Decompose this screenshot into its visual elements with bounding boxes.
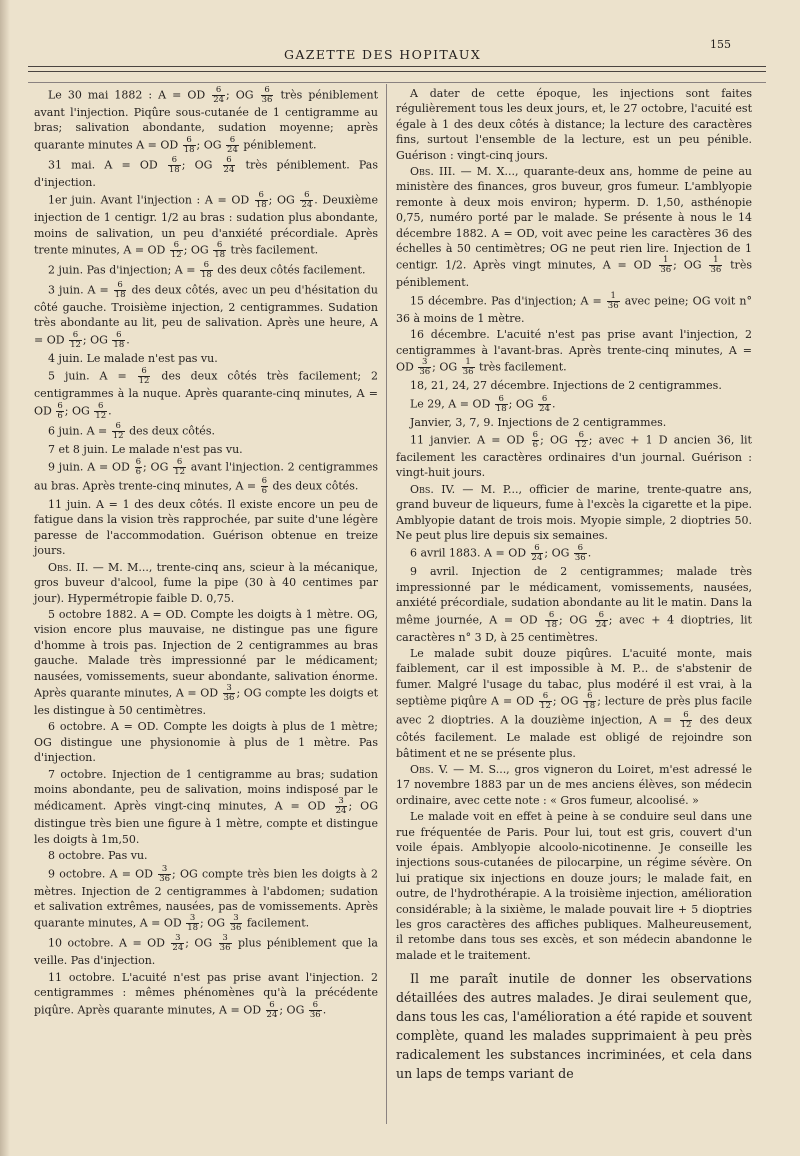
- fraction-denominator: 24: [539, 403, 550, 414]
- acuity-fraction: [545, 611, 558, 630]
- fraction-denominator: 18: [255, 200, 267, 211]
- right-paragraph: 18, 21, 24, 27 décembre. Injections de 2 centigrammes.: [410, 379, 722, 393]
- fraction-denominator: 24: [223, 164, 235, 175]
- fraction-denominator: 18: [584, 701, 596, 712]
- acuity-fraction: [200, 261, 213, 280]
- acuity-fraction: [532, 431, 539, 450]
- acuity-fraction: [255, 191, 268, 210]
- fraction-numerator: 6: [173, 458, 186, 468]
- fraction-numerator: 1: [462, 358, 475, 368]
- acuity-fraction: [300, 191, 313, 210]
- acuity-fraction: [531, 544, 544, 563]
- acuity-fraction: [230, 914, 243, 933]
- acuity-fraction: [223, 156, 236, 175]
- fraction-numerator: 6: [170, 241, 183, 251]
- right-paragraph: 9 avril. Injection de 2 centigrammes; malade très impressionné par le médicament, vomissements, nausées, anxiété précordiale, sudation abondante au lit le matin. Dans la même journée, A = OD $\frac{6}{18}$ ; OG $\frac{6}{24}$ ; avec + 4 dioptries, lit caractères n° 3 D, à 25 centimètres.: [396, 565, 752, 644]
- fraction-numerator: 6: [135, 457, 142, 468]
- fraction-numerator: 3: [335, 797, 348, 807]
- acuity-fraction: [112, 331, 125, 350]
- acuity-fraction: [69, 331, 82, 350]
- acuity-fraction: [168, 156, 181, 175]
- fraction-denominator: 36: [309, 1009, 321, 1020]
- fraction-numerator: 6: [261, 86, 274, 96]
- left-paragraph: 9 octobre. A = OD $\frac{3}{36}$ ; OG compte très bien les doigts à 2 mètres. Injection de 2 centigrammes à l'abdomen; sudation et salivation extrêmes, nausées, pas de vomissements. Après quarante minutes, A = OD $\frac{3}{18}$ ; OG $\frac{3}{36}$ facilement.: [34, 863, 378, 934]
- acuity-fraction: [680, 711, 693, 730]
- acuity-fraction: [213, 241, 226, 260]
- fraction-numerator: 6: [200, 261, 213, 271]
- fraction-numerator: 6: [575, 431, 588, 441]
- acuity-fraction: [226, 136, 239, 155]
- left-paragraph: 8 octobre. Pas vu.: [48, 849, 148, 863]
- right-paragraph: 15 décembre. Pas d'injection; A = $\frac{1}{36}$ avec peine; OG voit n° 36 à moins de 1 mètre.: [396, 290, 752, 325]
- acuity-fraction: [659, 256, 672, 275]
- fraction-denominator: 36: [159, 873, 171, 884]
- fraction-denominator: 18: [113, 339, 125, 350]
- acuity-fraction: [583, 692, 596, 711]
- fraction-numerator: 6: [112, 331, 125, 341]
- left-paragraph: 4 juin. Le malade n'est pas vu.: [48, 351, 218, 365]
- acuity-fraction: [112, 422, 125, 441]
- fraction-numerator: 6: [183, 136, 196, 146]
- closing-paragraph: Il me paraît inutile de donner les observations détaillées des autres malades. Je dirai seulement que, dans tous les cas, l'amélioration a été rapide et souvent complète, quand les malades supprimaient à peu près radicalement les substances incriminées, et cela dans un laps de temps variant de: [396, 971, 752, 1082]
- left-paragraph: 2 juin. Pas d'injection; A = $\frac{6}{18}$ des deux côtés facilement.: [48, 260, 366, 281]
- fraction-denominator: 36: [710, 265, 722, 276]
- left-paragraph: 6 juin. A = $\frac{6}{12}$ des deux côtés.: [48, 420, 215, 441]
- observation-label: Obs. III.: [410, 165, 456, 179]
- fraction-numerator: 6: [212, 86, 225, 96]
- fraction-numerator: 6: [532, 429, 539, 440]
- fraction-numerator: 6: [545, 611, 558, 621]
- acuity-fraction: [212, 86, 225, 105]
- left-paragraph: 10 octobre. A = OD $\frac{3}{24}$ ; OG $\frac{3}{36}$ plus péniblement que la veille. Pas d'injection.: [34, 933, 378, 968]
- right-paragraph: 11 janvier. A = OD $\frac{6}{6}$ ; OG $\frac{6}{12}$ ; avec + 1 D ancien 36, lit facilement les caractères ordinaires d'un journal. Guérison : vingt-huit jours.: [396, 429, 752, 480]
- acuity-fraction: [223, 684, 236, 703]
- left-paragraph: 31 mai. A = OD $\frac{6}{18}$ ; OG $\frac{6}{24}$ très péniblement. Pas d'injection.: [34, 154, 378, 189]
- acuity-fraction: [539, 692, 552, 711]
- right-paragraph: Le 29, A = OD $\frac{6}{18}$ ; OG $\frac{6}{24}$ .: [410, 393, 556, 414]
- acuity-fraction: [575, 431, 588, 450]
- left-paragraph: 1er juin. Avant l'injection : A = OD $\frac{6}{18}$ ; OG $\frac{6}{24}$ . Deuxième injection de 1 centigr. 1/2 au bras : sudation plus abondante, moins de salivation, un peu d'anxiété précordiale. Après trente minutes, A = OD $\frac{6}{12}$ ; OG $\frac{6}{18}$ très facilement.: [34, 190, 378, 261]
- fraction-numerator: 6: [226, 136, 239, 146]
- fraction-denominator: 12: [70, 339, 81, 350]
- acuity-fraction: [574, 544, 587, 563]
- left-paragraph: 11 octobre. L'acuité n'est pas prise avant l'injection. 2 centigrammes : mêmes phénomènes qu'à la précédente piqûre. Après quarante minutes, A = OD $\frac{6}{24}$ ; OG $\frac{6}{36}$ .: [34, 970, 378, 1020]
- fraction-denominator: 12: [95, 410, 107, 421]
- left-paragraph: 11 juin. A = 1 des deux côtés. Il existe encore un peu de fatigue dans la vision très rapprochée, par suite d'une légère paresse de l'accommodation. Guérison obtenue en treize jours.: [34, 498, 378, 558]
- right-paragraph: A dater de cette époque, les injections sont faites régulièrement tous les deux jours, et, le 27 octobre, l'acuité est égale à 1 des deux côtés à distance; la lecture des caractères fins, surtout l'ensemble de la lecture, est un peu pénible. Guérison : vingt-cinq jours.: [396, 87, 752, 162]
- fraction-denominator: 24: [172, 943, 184, 954]
- fraction-denominator: 24: [266, 1009, 278, 1020]
- observation-label: Obs. IV.: [410, 482, 456, 496]
- acuity-fraction: [171, 934, 184, 953]
- fraction-denominator: 36: [462, 367, 474, 378]
- left-paragraph: 5 octobre 1882. A = OD. Compte les doigts à 1 mètre. OG, vision encore plus mauvaise, ne distingue pas une figure d'homme à trois pas. Injection de 2 centigrammes au bras gauche. Malade très impressionné par le médicament; nausées, vomissements, sueur abondante, salivation énorme. Après quarante minutes, A = OD $\frac{3}{36}$ ; OG compte les doigts et les distingue à 50 centimètres.: [34, 607, 378, 717]
- fraction-denominator: 18: [168, 164, 180, 175]
- acuity-fraction: [138, 367, 151, 386]
- right-paragraph: 16 décembre. L'acuité n'est pas prise avant l'injection, 2 centigrammes à l'avant-bras. Après trente-cinq minutes, A = OD $\frac{3}{36}$ ; OG $\frac{1}{36}$ très facilement.: [396, 328, 752, 378]
- fraction-denominator: 12: [170, 250, 182, 261]
- acuity-fraction: [595, 611, 608, 630]
- running-header-title: GAZETTE DES HOPITAUX: [284, 47, 482, 62]
- acuity-fraction: [94, 402, 107, 421]
- fraction-denominator: 36: [607, 300, 619, 311]
- right-column: [396, 86, 752, 1084]
- acuity-fraction: [309, 1001, 322, 1020]
- fraction-denominator: 24: [335, 806, 347, 817]
- acuity-fraction: [114, 281, 127, 300]
- fraction-denominator: 36: [230, 923, 242, 934]
- acuity-fraction: [261, 86, 274, 105]
- binding-shadow: [0, 0, 10, 1156]
- acuity-fraction: [186, 914, 199, 933]
- fraction-denominator: 36: [419, 367, 431, 378]
- fraction-numerator: 1: [607, 292, 620, 302]
- left-paragraph: Obs. II. — M. M..., trente-cinq ans, scieur à la mécanique, gros buveur d'alcool, fume la pipe (30 à 40 centimes par jour). Hypermétropie faible D. 0,75.: [34, 560, 378, 605]
- fraction-numerator: 6: [69, 331, 82, 341]
- fraction-denominator: 36: [219, 943, 231, 954]
- fraction-numerator: 6: [595, 611, 608, 621]
- fraction-denominator: 36: [261, 95, 273, 105]
- right-paragraph: Obs. V. — M. S..., gros vigneron du Loiret, m'est adressé le 17 novembre 1883 par un de mes anciens élèves, son médecin ordinaire, avec cette note : « Gros fumeur, alcoolisé. »: [396, 763, 752, 807]
- fraction-denominator: 6: [261, 486, 268, 497]
- fraction-numerator: 6: [261, 476, 268, 487]
- fraction-numerator: 6: [495, 395, 508, 405]
- fraction-numerator: 6: [112, 422, 125, 432]
- fraction-numerator: 6: [114, 281, 127, 291]
- acuity-fraction: [183, 136, 196, 155]
- fraction-denominator: 12: [540, 701, 551, 712]
- left-paragraph: 9 juin. A = OD $\frac{6}{6}$ ; OG $\frac{6}{12}$ avant l'injection. 2 centigrammes au bras. Après trente-cinq minutes, A = $\frac{6}{6}$ des deux côtés.: [34, 457, 378, 497]
- left-paragraph: 7 et 8 juin. Le malade n'est pas vu.: [48, 442, 243, 456]
- acuity-fraction: [266, 1001, 279, 1020]
- fraction-denominator: 12: [575, 439, 587, 450]
- fraction-denominator: 12: [138, 376, 150, 387]
- observation-label: Obs. II.: [48, 560, 89, 574]
- fraction-denominator: 24: [213, 95, 225, 105]
- fraction-numerator: 6: [255, 191, 268, 201]
- fraction-numerator: 1: [659, 256, 672, 266]
- fraction-numerator: 6: [538, 395, 551, 405]
- fraction-numerator: 6: [213, 241, 226, 251]
- fraction-numerator: 6: [539, 692, 552, 702]
- acuity-fraction: [462, 358, 475, 377]
- page-number: 155: [710, 38, 731, 51]
- fraction-numerator: 6: [531, 544, 544, 554]
- fraction-numerator: 3: [219, 934, 232, 944]
- acuity-fraction: [709, 256, 722, 275]
- acuity-fraction: [261, 477, 268, 496]
- right-paragraph: Obs. III. — M. X..., quarante-deux ans, homme de peine au ministère des finances, gros buveur, gros fumeur. L'amblyopie remonte à deux mois environ; hyperm. D. 1,50, asthénopie 0,75, numéro porté par le malade. Se présente à nous le 14 décembre 1882. A = OD, voit avec peine les caractères 36 des échelles à 50 centimètres; OG ne peut rien lire. Injection de 1 centigr. 1/2. Après vingt minutes, A = OD $\frac{1}{36}$ ; OG $\frac{1}{36}$ très péniblement.: [396, 165, 752, 290]
- left-paragraph: 5 juin. A = $\frac{6}{12}$ des deux côtés très facilement; 2 centigrammes à la nuque. Après quarante-cinq minutes, A = OD $\frac{6}{6}$ ; OG $\frac{6}{12}$ .: [34, 366, 378, 421]
- header-double-rule: [28, 66, 766, 72]
- right-paragraph: Le malade voit en effet à peine à se conduire seul dans une rue fréquentée de Paris. Pour lui, tout est gris, couvert d'un voile épais. Amblyopie alcoolo-nicotinenne. Je conseille les injections sous-cutanées de pilocarpine, un régime sévère. On lui pratique six injections en douze jours; le malade fait, en outre, de l'hydrothérapie. A la troisième injection, amélioration considérable; à la sixième, le malade pouvait lire + 5 dioptries les gros caractères des affiches publiques. Malheureusement, il retombe dans tous ses excès, et son médecin abandonne le malade et le traitement.: [396, 810, 752, 962]
- acuity-fraction: [135, 458, 142, 477]
- fraction-denominator: 36: [574, 553, 586, 564]
- fraction-numerator: 6: [57, 400, 63, 411]
- acuity-fraction: [607, 292, 620, 311]
- fraction-numerator: 3: [418, 358, 431, 368]
- fraction-numerator: 3: [171, 934, 184, 944]
- fraction-denominator: 12: [680, 720, 692, 731]
- fraction-denominator: 12: [112, 430, 124, 441]
- fraction-numerator: 3: [230, 914, 243, 924]
- fraction-denominator: 12: [174, 467, 185, 478]
- fraction-numerator: 3: [186, 914, 199, 924]
- left-paragraph: 6 octobre. A = OD. Compte les doigts à plus de 1 mètre; OG distingue une physionomie à plus de 1 mètre. Pas d'injection.: [34, 720, 378, 765]
- fraction-numerator: 6: [583, 692, 596, 702]
- fraction-numerator: 6: [168, 156, 181, 166]
- fraction-denominator: 24: [531, 553, 543, 564]
- fraction-denominator: 6: [135, 467, 142, 478]
- acuity-fraction: [56, 402, 63, 421]
- fraction-numerator: 6: [300, 191, 313, 201]
- fraction-numerator: 6: [574, 544, 587, 554]
- fraction-denominator: 18: [114, 290, 126, 301]
- right-paragraph: 6 avril 1883. A = OD $\frac{6}{24}$ ; OG $\frac{6}{36}$ .: [410, 543, 592, 564]
- fraction-denominator: 18: [495, 403, 507, 414]
- acuity-fraction: [418, 358, 431, 377]
- acuity-fraction: [158, 865, 171, 884]
- fraction-denominator: 24: [301, 200, 313, 211]
- header-thin-rule: [28, 82, 766, 83]
- fraction-numerator: 6: [138, 367, 151, 377]
- fraction-numerator: 6: [309, 1001, 322, 1011]
- fraction-numerator: 3: [158, 865, 171, 875]
- fraction-denominator: 36: [660, 265, 672, 276]
- column-divider: [386, 84, 387, 1124]
- right-paragraph: Janvier, 3, 7, 9. Injections de 2 centigrammes.: [410, 415, 667, 429]
- right-paragraph: Obs. IV. — M. P..., officier de marine, trente-quatre ans, grand buveur de liqueurs, fume à l'excès la cigarette et la pipe. Amblyopie datant de trois mois. Myopie simple, 2 dioptries 50. Ne peut plus lire depuis six semaines.: [396, 482, 753, 542]
- fraction-numerator: 6: [680, 711, 693, 721]
- acuity-fraction: [173, 458, 186, 477]
- fraction-numerator: 1: [709, 256, 722, 266]
- fraction-numerator: 3: [223, 684, 236, 694]
- acuity-fraction: [170, 241, 183, 260]
- fraction-denominator: 6: [57, 410, 63, 421]
- left-paragraph: 7 octobre. Injection de 1 centigramme au bras; sudation moins abondante, peu de salivation, moins indisposé par le médicament. Après vingt-cinq minutes, A = OD $\frac{3}{24}$ ; OG distingue très bien une figure à 1 mètre, compte et distingue les doigts à 1m,50.: [34, 767, 378, 846]
- fraction-denominator: 24: [227, 144, 238, 155]
- fraction-denominator: 18: [546, 619, 558, 630]
- observation-label: Obs. V.: [410, 763, 449, 776]
- fraction-denominator: 18: [200, 270, 212, 281]
- acuity-fraction: [335, 797, 348, 816]
- acuity-fraction: [219, 934, 232, 953]
- fraction-denominator: 18: [183, 144, 195, 155]
- acuity-fraction: [538, 395, 551, 414]
- fraction-denominator: 18: [214, 250, 226, 261]
- right-paragraph: Le malade subit douze piqûres. L'acuité monte, mais faiblement, car il est impossible à M. P... de s'abstenir de fumer. Malgré l'usage du tabac, plus modéré il est vrai, à la septième piqûre A = OD $\frac{6}{12}$ ; OG $\frac{6}{18}$ ; lecture de près plus facile avec 2 dioptries. A la douzième injection, A = $\frac{6}{12}$ des deux côtés facilement. Le malade est obligé de rejoindre son bâtiment et ne se présente plus.: [396, 646, 752, 760]
- fraction-denominator: 24: [595, 619, 607, 630]
- fraction-denominator: 18: [187, 923, 199, 934]
- left-paragraph: 3 juin. A = $\frac{6}{18}$ des deux côtés, avec un peu d'hésitation du côté gauche. Troisième injection, 2 centigrammes. Sudation très abondante au lit, peu de salivation. Après une heure, A = OD $\frac{6}{12}$ ; OG $\frac{6}{18}$ .: [34, 280, 378, 350]
- fraction-numerator: 6: [266, 1001, 279, 1011]
- right-column-paragraphs: [396, 86, 752, 963]
- left-column: [34, 86, 378, 1021]
- fraction-denominator: 6: [532, 439, 539, 450]
- fraction-denominator: 36: [223, 692, 235, 703]
- left-paragraph: Le 30 mai 1882 : A = OD $\frac{6}{24}$ ; OG $\frac{6}{36}$ très péniblement avant l'injection. Piqûre sous-cutanée de 1 centigramme au bras; salivation abondante, sudation moyenne; après quarante minutes A = OD $\frac{6}{18}$ ; OG $\frac{6}{24}$ péniblement.: [34, 85, 378, 155]
- fraction-numerator: 6: [94, 402, 107, 412]
- acuity-fraction: [495, 395, 508, 414]
- fraction-numerator: 6: [223, 156, 236, 166]
